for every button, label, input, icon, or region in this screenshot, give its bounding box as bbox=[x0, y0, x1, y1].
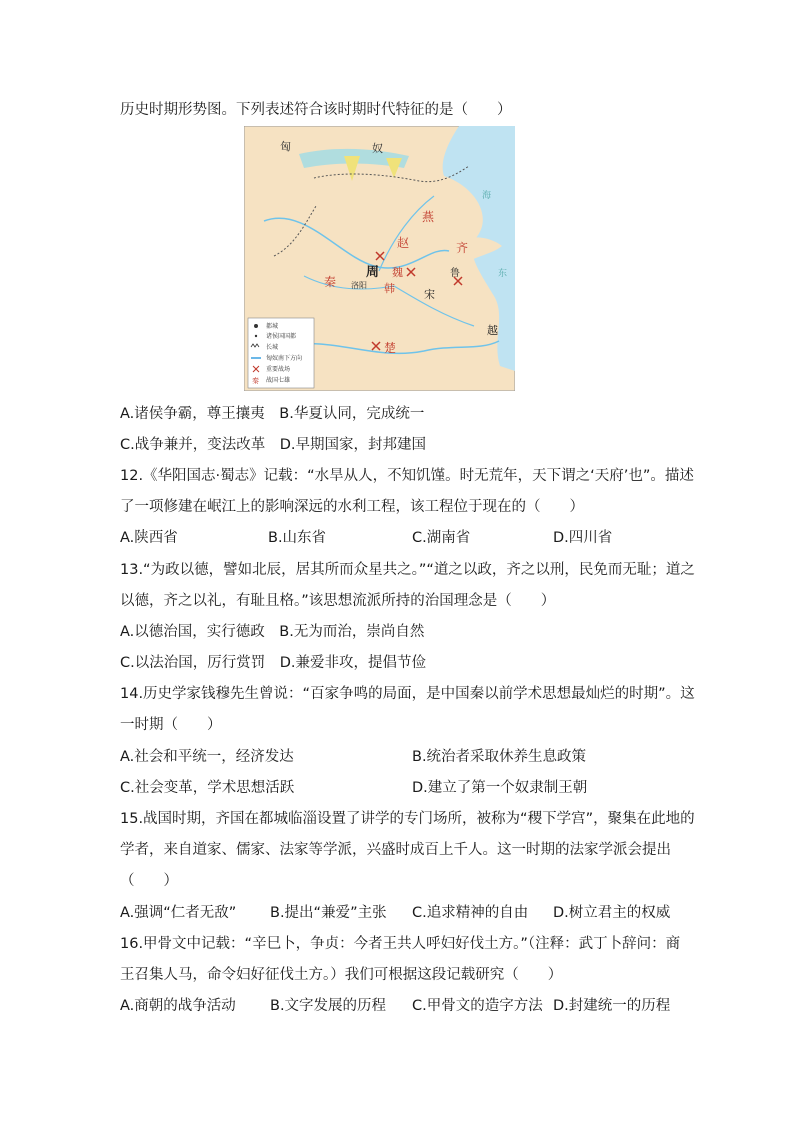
q16-stem-2: 王召集人马，命令妇好征伐土方。）我们可根据这段记载研究（ ） bbox=[120, 967, 563, 983]
map-label-xiong: 匈 bbox=[280, 140, 291, 153]
map-label-chu: 楚 bbox=[384, 341, 397, 355]
q16-option-b: B.文字发展的历程 bbox=[270, 998, 387, 1014]
q12-option-d: D.四川省 bbox=[553, 530, 613, 546]
legend-seven: 战国七雄 bbox=[266, 377, 291, 384]
q15-option-d: D.树立君主的权威 bbox=[553, 905, 671, 921]
q13-options-row2: C.以法治国，厉行赏罚 D.兼爱非攻，提倡节俭 bbox=[120, 655, 427, 671]
warring-states-map bbox=[244, 126, 515, 391]
q11-stem: 历史时期形势图。下列表述符合该时期时代特征的是（ ） bbox=[120, 102, 512, 118]
q14-option-a: A.社会和平统一，经济发达 bbox=[120, 749, 294, 765]
q14-stem-2: 一时期（ ） bbox=[120, 717, 222, 733]
q15-option-c: C.追求精神的自由 bbox=[412, 905, 529, 921]
q11-options-row1: A.诸侯争霸，尊王攘夷 B.华夏认同，完成统一 bbox=[120, 406, 425, 422]
map-label-yan: 燕 bbox=[422, 210, 435, 224]
q15-option-a: A.强调“仁者无敌” bbox=[120, 905, 237, 921]
q11-options-row2: C.战争兼并，变法改革 D.早期国家，封邦建国 bbox=[120, 437, 427, 453]
legend-battle: 重要战场 bbox=[266, 366, 291, 373]
map-label-song: 宋 bbox=[424, 288, 435, 301]
q14-option-d: D.建立了第一个奴隶制王朝 bbox=[412, 780, 588, 796]
map-label-yue: 越 bbox=[487, 324, 498, 337]
q14-option-b: B.统治者采取休养生息政策 bbox=[412, 749, 587, 765]
map-label-zhou: 周 bbox=[366, 265, 380, 280]
q12-option-a: A.陕西省 bbox=[120, 530, 178, 546]
q13-options-row1: A.以德治国，实行德政 B.无为而治，崇尚自然 bbox=[120, 624, 425, 640]
map-label-han: 韩 bbox=[384, 282, 395, 295]
q15-stem-2: 学者，来自道家、儒家、法家等学派，兴盛时成百上千人。这一时期的法家学派会提出 bbox=[120, 842, 671, 858]
map-label-wei: 魏 bbox=[392, 266, 403, 279]
map-label-qin: 秦 bbox=[324, 275, 337, 289]
q14-stem-1: 14.历史学家钱穆先生曾说：“百家争鸣的局面，是中国秦以前学术思想最灿烂的时期”。这 bbox=[120, 686, 695, 702]
q12-option-b: B.山东省 bbox=[268, 530, 327, 546]
map-label-luoyang: 洛阳 bbox=[351, 281, 367, 290]
q15-stem-3: （ ） bbox=[120, 873, 178, 889]
map-label-zhao: 赵 bbox=[397, 236, 410, 250]
legend-xiongnu: 匈奴南下方向 bbox=[266, 355, 303, 362]
legend-state-capital: 诸侯国国都 bbox=[266, 333, 297, 340]
q15-option-b: B.提出“兼爱”主张 bbox=[270, 905, 387, 921]
legend-wall: 长城 bbox=[266, 344, 279, 351]
legend-capital: 都城 bbox=[266, 323, 279, 330]
q14-option-c: C.社会变革，学术思想活跃 bbox=[120, 780, 295, 796]
q16-stem-1: 16.甲骨文中记载：“辛巳卜，争贞：今者王共人呼妇好伐土方。”（注释：武丁卜辞问：商 bbox=[120, 936, 681, 952]
q12-stem-1: 12.《华阳国志·蜀志》记载：“水旱从人，不知饥馑。时无荒年，天下谓之‘天府’也”。描述 bbox=[120, 468, 694, 484]
q16-option-a: A.商朝的战争活动 bbox=[120, 998, 236, 1014]
q13-stem-2: 以德，齐之以礼，有耻且格。”该思想流派所持的治国理念是（ ） bbox=[120, 593, 556, 609]
q12-option-c: C.湖南省 bbox=[412, 530, 471, 546]
q15-stem-1: 15.战国时期，齐国在都城临淄设置了讲学的专门场所，被称为“稷下学宫”，聚集在此地的 bbox=[120, 811, 695, 827]
q12-stem-2: 了一项修建在岷江上的影响深远的水利工程，该工程位于现在的（ ） bbox=[120, 499, 584, 515]
map-label-lu: 鲁 bbox=[450, 268, 460, 279]
map-label-sea: 海 bbox=[482, 191, 492, 201]
map-label-east: 东 bbox=[498, 269, 508, 279]
q13-stem-1: 13.“为政以德，譬如北辰，居其所而众星共之。”“道之以政，齐之以刑，民免而无耻；道之 bbox=[120, 562, 695, 578]
map-label-nu: 奴 bbox=[372, 142, 383, 155]
q16-option-c: C.甲骨文的造字方法 bbox=[412, 998, 543, 1014]
svg-text:秦: 秦 bbox=[252, 377, 259, 385]
map-label-qi: 齐 bbox=[456, 241, 469, 255]
q16-option-d: D.封建统一的历程 bbox=[553, 998, 671, 1014]
